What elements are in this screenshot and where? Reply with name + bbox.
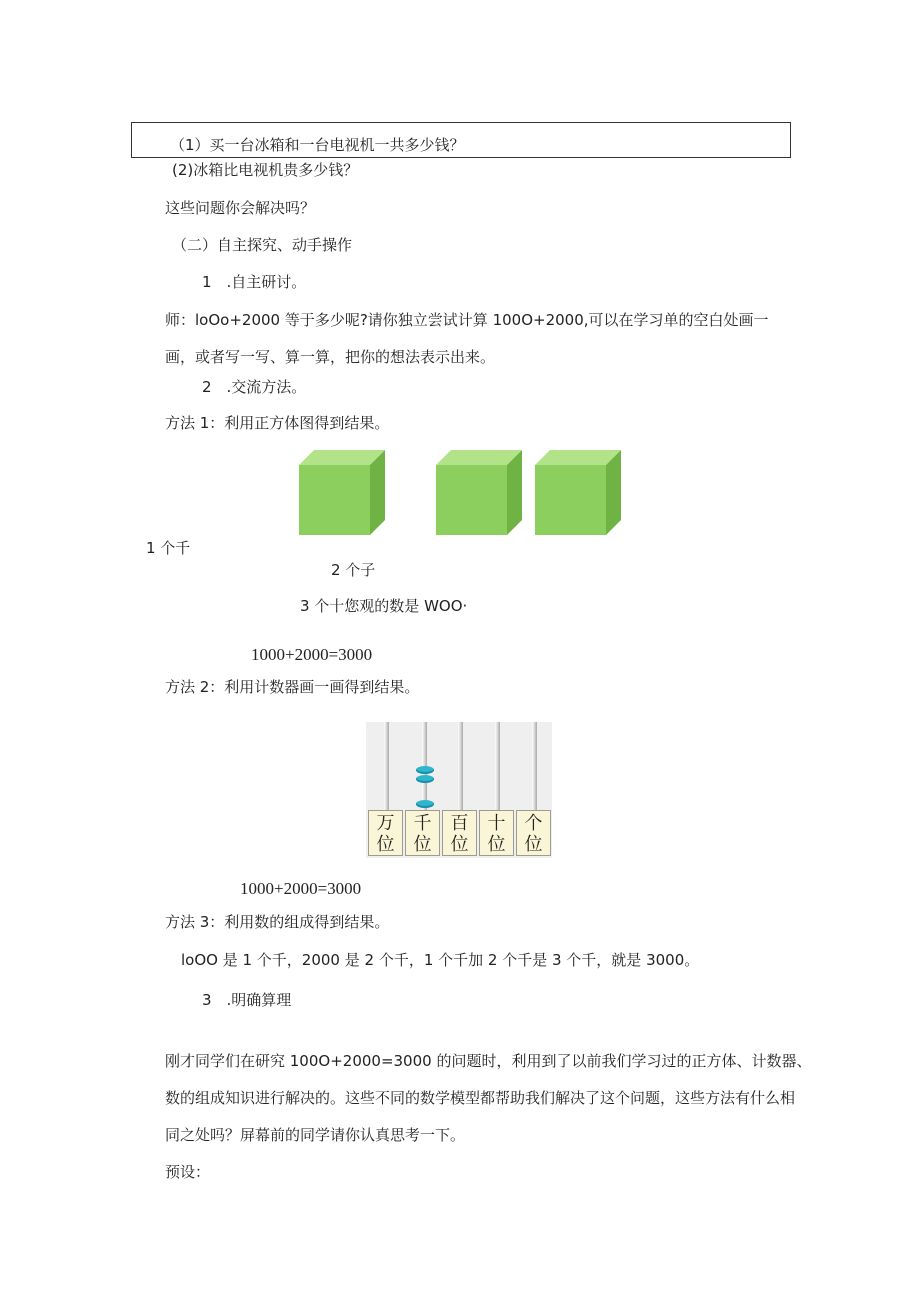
abacus-rod xyxy=(384,722,389,810)
method-1-title: 方法 1：利用正方体图得到结果。 xyxy=(165,414,390,432)
abacus-bead xyxy=(416,775,434,783)
place-label-tens: 十 位 xyxy=(479,810,514,856)
summary-line-1: 刚才同学们在研究 100O+2000=3000 的问题时，利用到了以前我们学习过的正方体、计数器、 xyxy=(165,1052,812,1070)
place-label-thousands: 千 位 xyxy=(405,810,440,856)
summary-line-2: 数的组成知识进行解决的。这些不同的数学模型都帮助我们解决了这个问题，这些方法有什么相 xyxy=(165,1089,796,1107)
method-1-equation: 1000+2000=3000 xyxy=(251,645,373,664)
abacus-rod xyxy=(532,722,537,810)
summary-line-3: 同之处吗？屏幕前的同学请你认真思考一下。 xyxy=(165,1126,466,1144)
label-one-thousand: 1 个千 xyxy=(146,539,191,557)
method-2-title: 方法 2：利用计数器画一画得到结果。 xyxy=(165,678,420,696)
thousand-cube-3 xyxy=(535,450,623,536)
question-prompt: 这些问题你会解决吗？ xyxy=(165,199,316,217)
abacus-rod xyxy=(495,722,500,810)
teacher-line-1: 师：loOo+2000 等于多少呢?请你独立尝试计算 100O+2000,可以在学习单的空白处画一 xyxy=(165,311,769,329)
place-label-ten-thousands: 万 位 xyxy=(368,810,403,856)
step-2-heading: 2 .交流方法。 xyxy=(202,378,307,396)
thousand-cube-1 xyxy=(299,450,387,536)
step-1-heading: 1 .自主研讨。 xyxy=(202,273,307,291)
place-label-ones: 个 位 xyxy=(516,810,551,856)
abacus-bead xyxy=(416,766,434,774)
preset-label: 预设： xyxy=(165,1163,211,1181)
method-3-text: loOO 是 1 个千，2000 是 2 个千，1 个千加 2 个千是 3 个千，就是 3000。 xyxy=(181,951,700,969)
place-label-hundreds: 百 位 xyxy=(442,810,477,856)
method-2-equation: 1000+2000=3000 xyxy=(240,879,362,898)
step-3-heading: 3 .明确算理 xyxy=(202,991,292,1009)
question-2: (2)冰箱比电视机贵多少钱？ xyxy=(172,161,359,179)
abacus-bead xyxy=(416,800,434,808)
section-title: （二）自主探究、动手操作 xyxy=(172,236,353,254)
thousand-cube-2 xyxy=(436,450,524,536)
teacher-line-2: 画，或者写一写、算一算，把你的想法表示出来。 xyxy=(165,348,496,366)
counting-frame xyxy=(366,722,552,858)
method-3-title: 方法 3：利用数的组成得到结果。 xyxy=(165,913,390,931)
label-three-thousand: 3 个十您观的数是 WOO· xyxy=(300,597,468,615)
abacus-rod xyxy=(458,722,463,810)
label-two-thousand: 2 个子 xyxy=(331,561,376,579)
question-1: （1）买一台冰箱和一台电视机一共多少钱？ xyxy=(170,136,465,154)
